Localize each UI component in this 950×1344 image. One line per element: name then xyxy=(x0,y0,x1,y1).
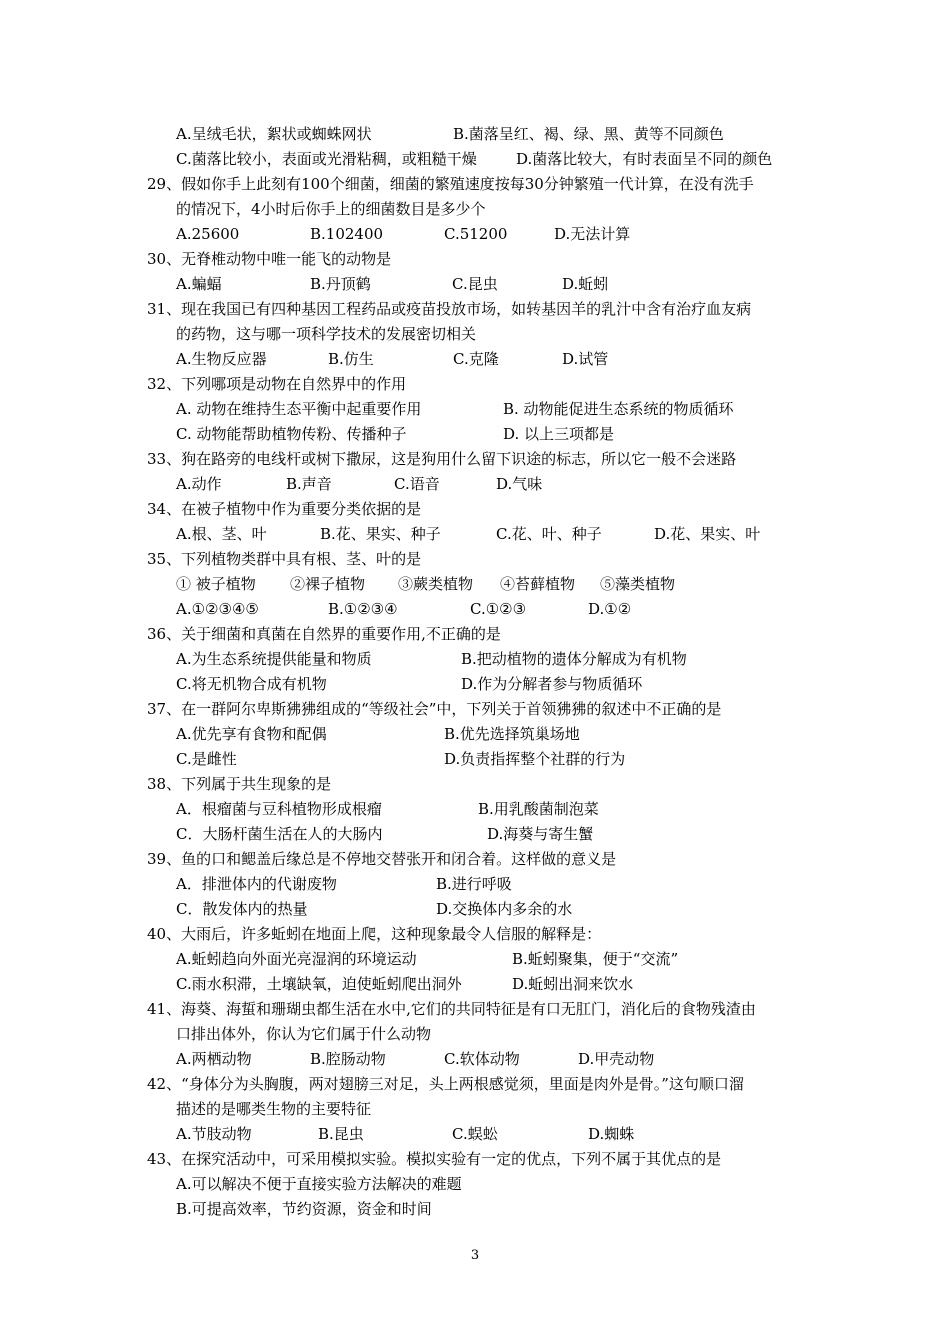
option-a: A. 动物在维持生态平衡中起重要作用 xyxy=(176,400,422,418)
option-c: C.是雌性 xyxy=(176,750,237,768)
option-c: C.软体动物 xyxy=(444,1050,520,1068)
option-a: A.蚯蚓趋向外面光亮湿润的环境运动 xyxy=(176,950,417,968)
question-text: 41、海葵、海蜇和珊瑚虫都生活在水中,它们的共同特征是有口无肛门，消化后的食物残渣由 xyxy=(147,1000,756,1018)
option-b: B.用乳酸菌制泡菜 xyxy=(478,800,599,818)
option-a: A.生物反应器 xyxy=(176,350,267,368)
option-b: B.腔肠动物 xyxy=(310,1050,386,1068)
option-b: B.进行呼吸 xyxy=(436,875,512,893)
option-c: C.克隆 xyxy=(453,350,499,368)
list-item: ③蕨类植物 xyxy=(398,575,474,593)
option-a: A.为生态系统提供能量和物质 xyxy=(176,650,372,668)
option-a: A.25600 xyxy=(176,225,240,243)
question-text: 38、下列属于共生现象的是 xyxy=(147,775,332,793)
question-text: 31、现在我国已有四种基因工程药品或疫苗投放市场，如转基因羊的乳汁中含有治疗血友病 xyxy=(147,300,752,318)
option-a: A.呈绒毛状，絮状或蜘蛛网状 xyxy=(176,125,372,143)
option-b: B.优先选择筑巢场地 xyxy=(444,725,580,743)
question-text: 描述的是哪类生物的主要特征 xyxy=(176,1100,372,1118)
option-d: D. 以上三项都是 xyxy=(503,425,615,443)
list-item: ④苔藓植物 xyxy=(500,575,576,593)
option-d: D.交换体内多余的水 xyxy=(436,900,573,918)
option-b: B. 动物能促进生态系统的物质循环 xyxy=(503,400,734,418)
option-b: B.把动植物的遗体分解成为有机物 xyxy=(461,650,687,668)
option-d: D.蚯蚓出洞来饮水 xyxy=(512,975,634,993)
option-b: B.仿生 xyxy=(328,350,374,368)
option-b: B.花、果实、种子 xyxy=(320,525,441,543)
option-b: B.昆虫 xyxy=(318,1125,364,1143)
question-text: 42、“身体分为头胸腹，两对翅膀三对足，头上两根感觉须，里面是肉外是骨。”这句顺口溜 xyxy=(147,1075,744,1093)
option-c: C.花、叶、种子 xyxy=(496,525,602,543)
question-text: 33、狗在路旁的电线杆或树下撒尿，这是狗用什么留下识途的标志，所以它一般不会迷路 xyxy=(147,450,737,468)
option-b: B.蚯蚓聚集，便于“交流” xyxy=(512,950,679,968)
option-c: C.蜈蚣 xyxy=(452,1125,498,1143)
option-b: B.102400 xyxy=(310,225,384,243)
option-a: A.蝙蝠 xyxy=(176,275,222,293)
option-a: A．根瘤菌与豆科植物形成根瘤 xyxy=(176,800,382,818)
question-text: 口排出体外，你认为它们属于什么动物 xyxy=(176,1025,432,1043)
option-d: D.作为分解者参与物质循环 xyxy=(461,675,643,693)
option-a: A.两栖动物 xyxy=(176,1050,252,1068)
option-d: D.负责指挥整个社群的行为 xyxy=(444,750,626,768)
option-b: B.丹顶鹤 xyxy=(310,275,371,293)
question-text: 的情况下，4小时后你手上的细菌数目是多少个 xyxy=(176,200,486,218)
option-b: B.①②③④ xyxy=(328,600,398,618)
option-c: C．大肠杆菌生活在人的大肠内 xyxy=(176,825,383,843)
option-a: A.优先享有食物和配偶 xyxy=(176,725,327,743)
question-text: 37、在一群阿尔卑斯狒狒组成的“等级社会”中，下列关于首领狒狒的叙述中不正确的是 xyxy=(147,700,722,718)
option-a: A．排泄体内的代谢废物 xyxy=(176,875,337,893)
option-d: D.花、果实、叶 xyxy=(654,525,761,543)
option-a: A.根、茎、叶 xyxy=(176,525,267,543)
option-d: D.菌落比较大，有时表面呈不同的颜色 xyxy=(516,150,773,168)
question-text: 36、关于细菌和真菌在自然界的重要作用,不正确的是 xyxy=(147,625,501,643)
list-item: ① 被子植物 xyxy=(176,575,256,593)
list-item: ⑤藻类植物 xyxy=(600,575,676,593)
option-c: C. 动物能帮助植物传粉、传播种子 xyxy=(176,425,407,443)
option-c: C.将无机物合成有机物 xyxy=(176,675,327,693)
option-c: C.雨水积滞，土壤缺氧，迫使蚯蚓爬出洞外 xyxy=(176,975,462,993)
option-d: D.气味 xyxy=(496,475,543,493)
option-d: D.海葵与寄生蟹 xyxy=(487,825,594,843)
option-a: A.可以解决不便于直接实验方法解决的难题 xyxy=(176,1175,462,1193)
option-c: C.菌落比较小，表面或光滑粘稠，或粗糙干燥 xyxy=(176,150,477,168)
question-text: 29、假如你手上此刻有100个细菌，细菌的繁殖速度按每30分钟繁殖一代计算，在没有洗手 xyxy=(147,175,754,193)
option-d: D.试管 xyxy=(562,350,609,368)
question-text: 39、鱼的口和鳃盖后缘总是不停地交替张开和闭合着。这样做的意义是 xyxy=(147,850,617,868)
question-text: 32、下列哪项是动物在自然界中的作用 xyxy=(147,375,407,393)
option-c: C.语音 xyxy=(394,475,440,493)
option-a: A.①②③④⑤ xyxy=(176,600,259,618)
option-a: A.节肢动物 xyxy=(176,1125,252,1143)
option-a: A.动作 xyxy=(176,475,222,493)
option-b: B.声音 xyxy=(286,475,332,493)
list-item: ②裸子植物 xyxy=(290,575,366,593)
option-d: D.无法计算 xyxy=(554,225,631,243)
option-b: B.可提高效率，节约资源，资金和时间 xyxy=(176,1200,432,1218)
option-c: C.昆虫 xyxy=(452,275,498,293)
question-text: 40、大雨后，许多蚯蚓在地面上爬，这种现象最令人信服的解释是： xyxy=(147,925,602,943)
page-number: 3 xyxy=(470,1248,480,1263)
option-b: B.菌落呈红、褐、绿、黑、黄等不同颜色 xyxy=(453,125,724,143)
option-c: C.①②③ xyxy=(470,600,527,618)
option-d: D.蚯蚓 xyxy=(562,275,609,293)
option-d: D.蜘蛛 xyxy=(588,1125,635,1143)
option-d: D.甲壳动物 xyxy=(578,1050,655,1068)
option-c: C.51200 xyxy=(444,225,508,243)
option-d: D.①② xyxy=(588,600,632,618)
question-text: 35、下列植物类群中具有根、茎、叶的是 xyxy=(147,550,422,568)
question-text: 43、在探究活动中，可采用模拟实验。模拟实验有一定的优点，下列不属于其优点的是 xyxy=(147,1150,722,1168)
option-c: C．散发体内的热量 xyxy=(176,900,308,918)
question-text: 34、在被子植物中作为重要分类依据的是 xyxy=(147,500,422,518)
question-text: 的药物，这与哪一项科学技术的发展密切相关 xyxy=(176,325,477,343)
question-text: 30、无脊椎动物中唯一能飞的动物是 xyxy=(147,250,392,268)
